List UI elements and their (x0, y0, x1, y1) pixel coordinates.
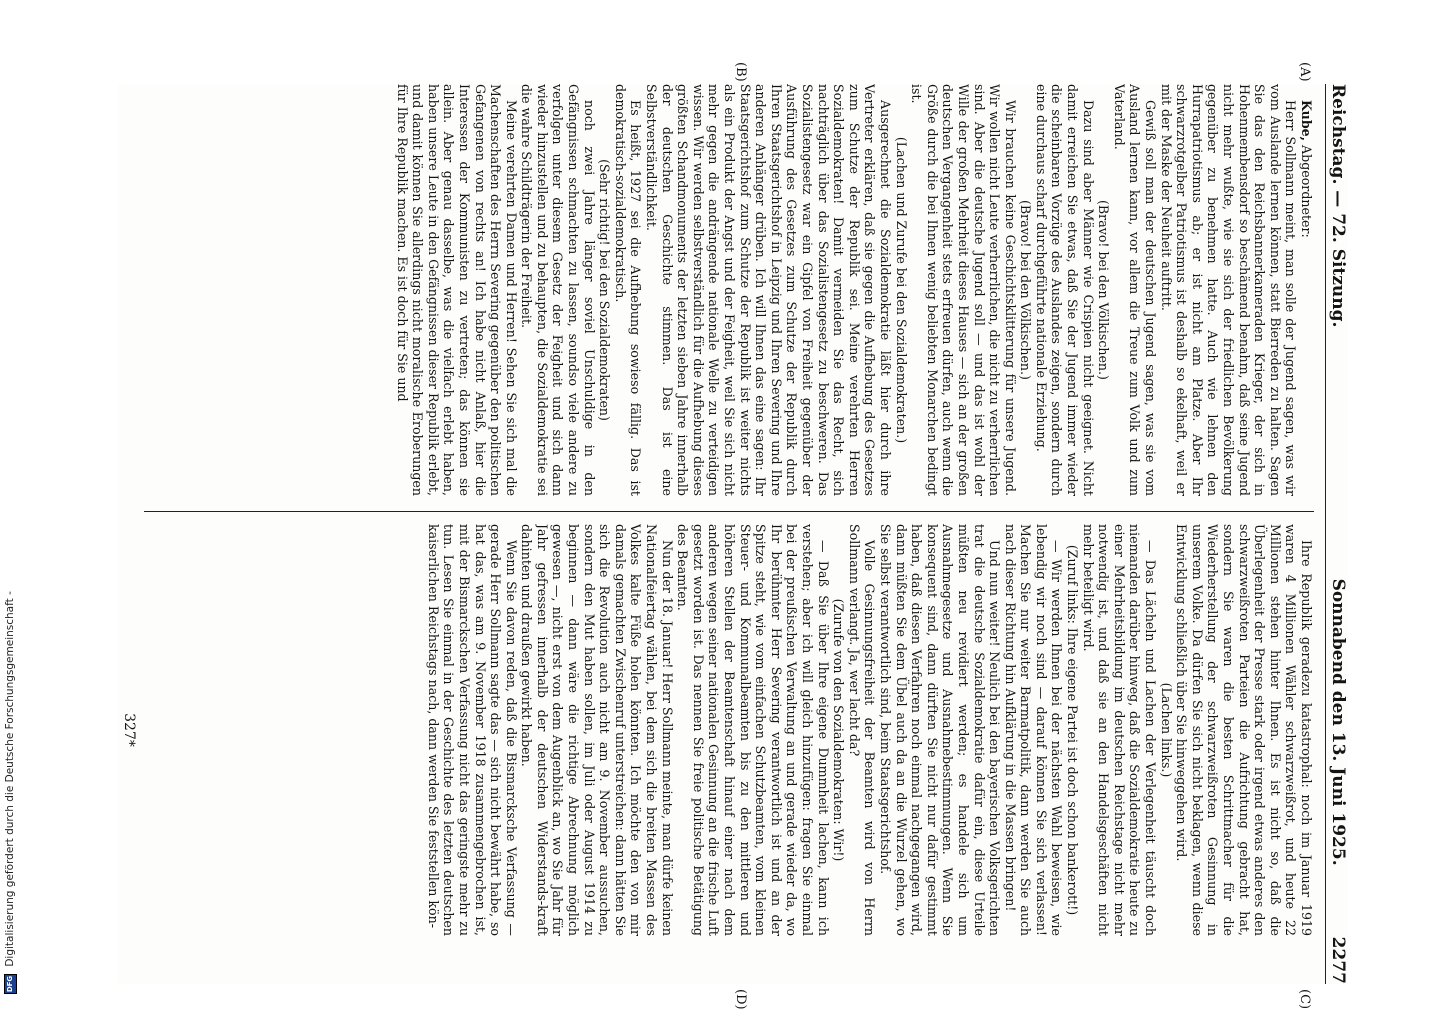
margin-marker-d: (D) (733, 989, 748, 1010)
text-paragraph: Nun der 18. Januar! Herr Sollmann meinte, man dürfe keinen Nationalfeiertag wählen, bei dem sich die breiten Massen des Volkes kalte Füße holen könnten. Ich möchte den von mir damals gemachten Zwischenruf unterstreichen: dann hätten Sie sich die Revolution auch nicht am 9. November aussuchen, sondern den Mut haben sollen, im Juli oder August 1914 zu beginnen — dann wäre die richtige Abrechnung möglich gewesen —, nicht erst von dem Augenblick an, wo Sie Jahr für Jahr gefressen innerhalb der deutschen Widerstands-kraft dahinten und draußen gewirkt haben. (519, 524, 675, 936)
text-paragraph: Wir brauchen keine Geschichtsklitterung für unsere Jugend. Wir wollen nicht Leute verherrlichen, die nicht zu verherrlichen sind. Aber die deutsche Jugend soll — und das ist wohl der Wille der großen Mehrheit dieses Hauses — sich an der großen deutschen Vergangenheit stets erfreuen dürfen, auch wenn die Größe durch die bei Ihnen wenig beliebten Monarchen bedingt ist. (909, 84, 1018, 496)
text-paragraph: — Das Lächeln und Lachen der Verlegenheit täuscht doch niemanden darüber hinweg, daß die Sozialdemokratie heute zu einer Mehrheitsbildung im deutschen Reichstage nicht mehr notwendig ist, und daß sie an den Handelsgeschäften nicht mehr beteiligt wird. (1080, 524, 1159, 936)
speaker-name: Kube, (1299, 100, 1314, 142)
speaker-role: Abgeordneter: (1299, 145, 1314, 238)
left-text-column (144, 84, 1314, 496)
interjection: (Bravo! bei den Völkischen.) (1096, 200, 1112, 380)
text-paragraph: Volle Gesinnungsfreiheit der Beamten wird von Herrn Sollmann verlangt. Ja, wer lacht da? (846, 524, 878, 936)
digitization-credit (0, 0, 20, 1000)
page-header (1325, 84, 1348, 984)
column-divider (144, 511, 1314, 512)
header-title: Reichstag. — 72. Sitzung. (1328, 84, 1348, 328)
header-date-and-page (1328, 579, 1348, 984)
text-paragraph: — Wir werden Ihnen bei der nächsten Wahl beweisen, wie lebendig wir noch sind — darauf können Sie sich verlassen! Machen Sie nur weiter Barmatpolitik, dann werden Sie auch nach dieser Richtung hin Aufklärung in die Massen bringen! (1002, 524, 1065, 936)
interjection: (Lachen links.) (1158, 682, 1174, 778)
margin-marker-c: (C) (1297, 989, 1312, 1010)
speaker-line (1298, 84, 1314, 496)
interjection: (Zuruf links: Ihre eigene Partei ist doch schon bankerott!) (1065, 544, 1081, 916)
text-paragraph: Wenn Sie davon reden, daß die Bismarcksche Verfassung — gerade Herr Sollmann sagte das — sich nicht bewährt habe, so hat das, was am 9. November 1918 zusammengebrochen ist, mit der Bismarckschen Verfassung nicht das geringste mehr zu tun. Lesen Sie einmal in der Geschichte des letzten deutschen kaiserlichen Reichstags nach, dann werden Sie feststellen kön- (425, 524, 519, 936)
text-paragraph: Meine verehrten Damen und Herren! Sehen Sie sich mal die Machenschaften des Herrn Severing gegenüber den politischen Gefangenen von rechts an! Ich habe nicht Anlaß, hier die Interessen der Kommunisten zu vertreten; das können sie allein. Aber genau dasselbe, was die vielfach erlebt haben, haben unsere Leute in den Gefängnissen dieser Republik erlebt, und damit können Sie allerdings nicht moralische Eroberungen für Ihre Republik machen. Es ist doch für Sie und (394, 84, 519, 496)
text-paragraph: Ausgerechnet die Sozialdemokratie läßt hier durch ihre Vertreter erklären, daß sie gegen die Aufhebung des Gesetzes zum Schutze der Republik sei. Meine verehrten Herren Sozialdemokraten! Damit vermeiden Sie das Recht, sich nachträglich über das Sozialistengesetz zu beschweren. Das Sozialistengesetz war ein Gipfel von Freiheit gegenüber der Ausführung des Gesetzes zum Schutze der Republik durch Ihren Staatsgerichtshof in Leipzig und Ihren Severing und Ihre anderen Anhänger drüben. Ich will Ihnen das eine sagen: Ihr Staatsgerichtshof zum Schutze der Republik ist weiter nichts als ein Produkt der Angst und der Feigheit, weil Sie sich nicht mehr gegen die andrängende nationale Welle zu verteidigen wissen. Wir werden selbstverständlich für die Aufhebung dieses größten Schandmonuments der letzten sieben Jahre innerhalb der deutschen Geschichte stimmen. Das ist eine Selbstverständlichkeit. (644, 84, 893, 496)
dfg-logo: DFG (4, 974, 17, 994)
credit-text: Digitalisierung gefördert durch die Deutsche Forschungsgemeinschaft - (4, 591, 16, 967)
document-page (118, 62, 1348, 1010)
page-number: 2277 (1328, 936, 1348, 984)
interjection: (Bravo! bei den Völkischen.) (1018, 200, 1034, 380)
text-paragraph: Und nun weiter! Neulich bei den bayerischen Volksgerichten trat die deutsche Sozialdemokratie dafür ein, diese Urteile müßten neu revidiert werden; es handele sich um Ausnahmegesetze und Ausnahmebestimmungen. Wenn Sie konsequent sind, dann dürften Sie nicht nur dafür gestimmt haben, daß diesen Verfahren noch einmal nachgegangen wird, dann müßten Sie dem Übel auch da an die Wurzel gehen, wo Sie selbst verantwortlich sind, beim Staatsgerichtshof. (877, 524, 1003, 936)
page-footer-number: 327* (121, 713, 137, 747)
margin-marker-b: (B) (733, 62, 748, 82)
interjection: (Sehr richtig! bei den Sozialdemokraten) (597, 159, 613, 421)
margin-marker-a: (A) (1297, 62, 1312, 82)
text-paragraph: Dazu sind aber Männer wie Crispien nicht geeignet. Nicht damit erreichen Sie etwas, daß Sie der Jugend immer wieder die scheinbaren Vorzüge des Auslandes zeigen, sondern durch eine durchaus scharf durchgeführte nationale Erziehung. (1033, 84, 1096, 496)
text-paragraph: Gewiß soll man der deutschen Jugend sagen, was sie vom Ausland lernen kann, vor allem die Treue zum Volk und zum Vaterland. (1111, 84, 1159, 496)
text-paragraph: Ihre Republik geradezu katastrophal: noch im Januar 1919 waren 4 Millionen Wähler schwarzweißrot, und heute 22 Millionen stehen hinter Ihnen. Es ist nicht so, daß die Überlegenheit der Presse stark oder irgend etwas anderes den schwarzweißroten Parteien die Aufrichtung gebracht hat, sondern Sie waren die besten Schrittmacher für die Wiederherstellung der schwarzweißroten Gesinnung in unserem Volke. Da dürfen Sie sich nicht beklagen, wenn diese Entwicklung schließlich über Sie hinweggehen wird. (1174, 524, 1314, 936)
interjection: (Zurufe von den Sozialdemokraten: Wir!) (831, 598, 847, 862)
right-text-column (144, 524, 1314, 936)
text-paragraph: noch zwei Jahre länger soviel Unschuldige in den Gefängnissen schmachten zu lassen, soundso viele andere zu verfolgen unter diesem Gesetz der Feigheit und sich dann wieder hinzustellen und zu behaupten, die Sozialdemokratie sei die wahre Schildträgerin der Freiheit. (519, 84, 597, 496)
text-paragraph: Herr Sollmann meint, man solle der Jugend sagen, was wir vom Auslande lernen können, statt Bierreden zu halten. Sagen Sie das den Reichsbannerkameraden Krieger, der sich in Hohenmembensdorf so beschämend benahm, daß seine Jugend nicht mehr wußte, wie sie sich der friedlichen Bevölkerung gegenüber zu benehmen hatte. Auch wie lehnen den Hurrapatriotismus ab; er ist nicht am Platze. Aber Ihr schwarzrotgelber Patriotismus ist deshalb so ekelhaft, weil er mit der Maske der Neuheit auftritt. (1158, 84, 1299, 496)
header-date: Sonnabend den 13. Juni 1925. (1328, 578, 1348, 866)
text-paragraph: Es heißt, 1927 sei die Aufhebung sowieso fällig. Das ist demokratisch-sozialdemokratisch. (612, 84, 644, 496)
interjection: (Lachen und Zurufe bei den Sozialdemokraten.) (893, 136, 909, 444)
text-paragraph: — Daß Sie über Ihre eigene Dummheit lachen, kann ich verstehen; aber ich will gleich hinzufügen: fragen Sie einmal bei der preußischen Verwaltung an und gerade wieder da, wo Ihr berühmter Herr Severing verantwortlich ist und an der Spitze steht, wie vom einfachen Schutzbeamten, vom kleinen Steuer- und Kommunalbeamten bis zu den mittleren und höheren Stellen der Beamtenschaft hinauf einer nach dem anderen wegen seiner nationalen Gesinnung an die frische Luft gesetzt worden ist. Das nennen Sie freie politische Betätigung des Beamten. (675, 524, 831, 936)
